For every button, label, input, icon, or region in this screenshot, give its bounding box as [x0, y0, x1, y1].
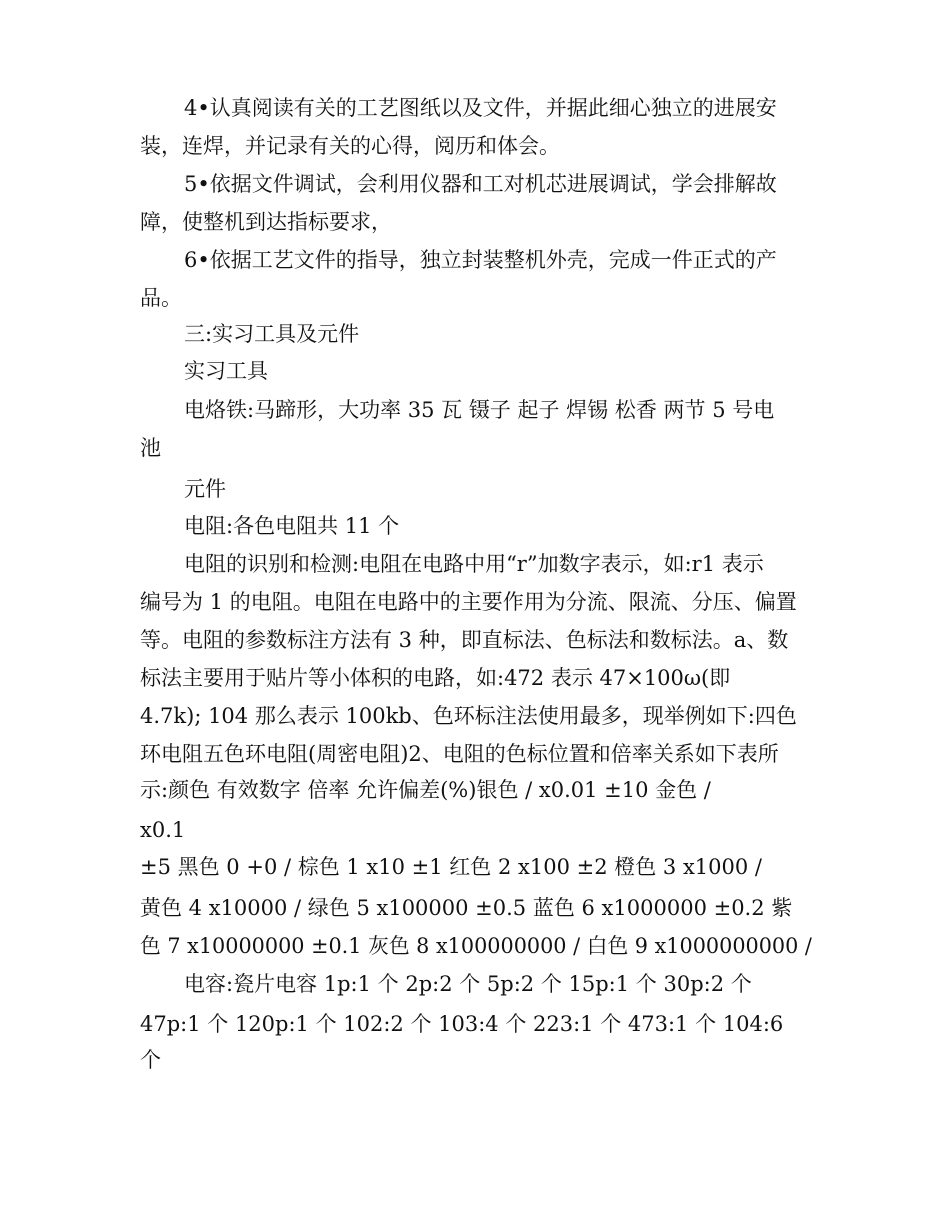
- text-line: 池: [140, 436, 161, 460]
- text-line: 色 7 x10000000 ±0.1 灰色 8 x100000000 / 白色 9 x1000000000 /: [140, 934, 812, 958]
- text-line: 编号为 1 的电阻。电阻在电路中的主要作用为分流、限流、分压、偏置: [140, 590, 797, 614]
- text-line: 障，使整机到达指标要求，: [140, 210, 392, 234]
- text-line: 等。电阻的参数标注方法有 3 种，即直标法、色标法和数标法。a、数: [140, 628, 789, 652]
- text-line: 47p:1 个 120p:1 个 102:2 个 103:4 个 223:1 个 473:1 个 104:6: [140, 1012, 784, 1036]
- text-line: x0.1: [140, 818, 186, 842]
- text-line: 装，连焊，并记录有关的心得，阅历和体会。: [140, 134, 560, 158]
- text-line: 5•依据文件调试，会利用仪器和工对机芯进展调试，学会排解故: [184, 172, 777, 196]
- text-line: 黄色 4 x10000 / 绿色 5 x100000 ±0.5 蓝色 6 x1000000 ±0.2 紫: [140, 896, 793, 920]
- section-heading: 三:实习工具及元件: [184, 322, 360, 346]
- text-line: 电阻的识别和检测:电阻在电路中用“r”加数字表示，如:r1 表示: [184, 552, 764, 576]
- subsection-heading: 实习工具: [184, 359, 268, 383]
- text-line: 个: [140, 1048, 161, 1072]
- text-line: 环电阻五色环电阻(周密电阻)2、电阻的色标位置和倍率关系如下表所: [140, 742, 779, 766]
- text-line: 电阻:各色电阻共 11 个: [184, 514, 400, 538]
- text-line: 4•认真阅读有关的工艺图纸以及文件，并据此细心独立的进展安: [184, 96, 777, 120]
- text-line: 6•依据工艺文件的指导，独立封装整机外壳，完成一件正式的产: [184, 248, 777, 272]
- text-line: 示:颜色 有效数字 倍率 允许偏差(%)银色 / x0.01 ±10 金色 /: [140, 778, 711, 802]
- subsection-heading: 元件: [184, 477, 226, 501]
- text-line: 电容:瓷片电容 1p:1 个 2p:2 个 5p:2 个 15p:1 个 30p:2 个: [184, 972, 752, 996]
- text-line: 电烙铁:马蹄形，大功率 35 瓦 镊子 起子 焊锡 松香 两节 5 号电: [184, 398, 775, 422]
- text-line: ±5 黑色 0 +0 / 棕色 1 x10 ±1 红色 2 x100 ±2 橙色 3 x1000 /: [140, 855, 763, 879]
- text-line: 标法主要用于贴片等小体积的电路，如:472 表示 47×100ω(即: [140, 666, 731, 690]
- text-line: 品。: [140, 286, 182, 310]
- text-line: 4.7k); 104 那么表示 100kb、色环标注法使用最多，现举例如下:四色: [140, 704, 797, 728]
